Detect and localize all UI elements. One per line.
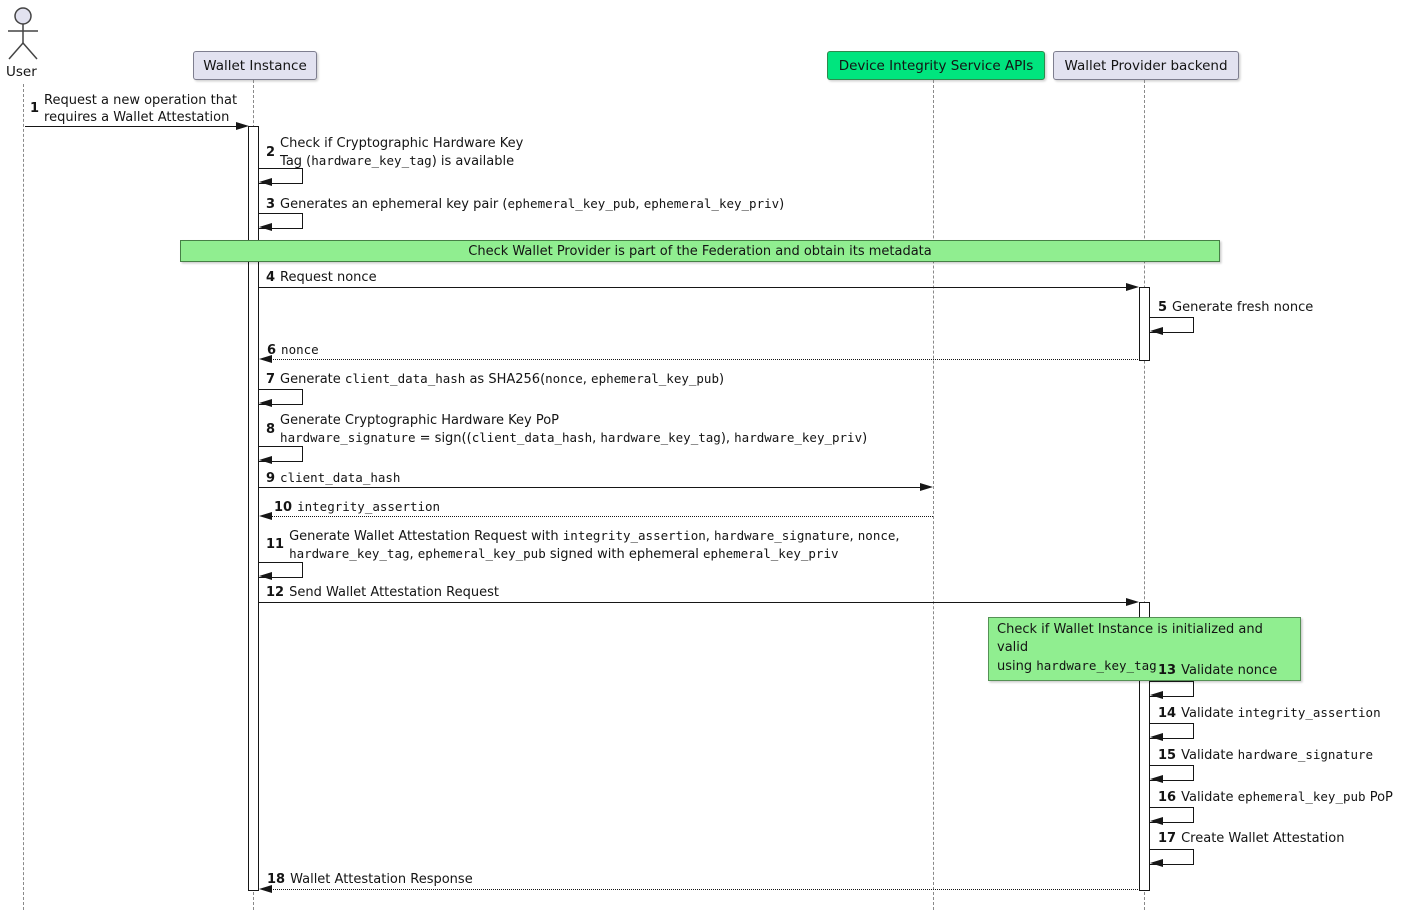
- message-number: 1: [30, 101, 40, 117]
- message-1-arrowhead: [236, 122, 249, 130]
- message-number: 2: [266, 144, 276, 160]
- message-10-label: [274, 499, 440, 517]
- message-text: Generate Cryptographic Hardware Key PoP hardware_signature = sign((client_data_hash, hardware_key_tag), hardware_key_priv): [280, 413, 868, 446]
- message-13-label: [1158, 663, 1277, 680]
- message-18-label: [267, 872, 473, 889]
- message-4-label: [266, 270, 377, 287]
- message-11-arrowhead: [259, 572, 272, 580]
- message-number: 10: [274, 499, 293, 515]
- message-16-label: [1158, 789, 1393, 807]
- activation-bar-wallet-provider-1: [1139, 287, 1150, 361]
- message-10-arrowhead: [259, 512, 272, 520]
- message-12-arrowhead: [1126, 598, 1139, 606]
- message-number: 14: [1158, 705, 1177, 721]
- message-text: Validate hardware_signature: [1181, 747, 1374, 763]
- banner-label: Check Wallet Provider is part of the Federation and obtain its metadata: [468, 243, 932, 259]
- message-9-label: [266, 470, 400, 488]
- user-actor-icon: [0, 6, 46, 62]
- message-8-arrowhead: [259, 456, 272, 464]
- message-17-label: [1158, 831, 1344, 848]
- message-text: Validate integrity_assertion: [1181, 705, 1381, 721]
- message-15-arrowhead: [1150, 775, 1163, 783]
- message-number: 11: [266, 537, 285, 553]
- message-text: Request nonce: [280, 270, 377, 285]
- message-1-label: [30, 93, 237, 127]
- message-text: Generate fresh nonce: [1172, 300, 1314, 315]
- message-9-arrowhead: [920, 483, 933, 491]
- message-6-line: [270, 359, 1140, 360]
- actor-label: User: [6, 64, 37, 80]
- message-11-label: [266, 528, 900, 564]
- message-text: Generates an ephemeral key pair (ephemeral_key_pub, ephemeral_key_priv): [280, 196, 785, 212]
- message-4-line: [259, 287, 1128, 288]
- message-number: 5: [1158, 300, 1168, 315]
- message-text: nonce: [281, 342, 319, 357]
- participant-label: Device Integrity Service APIs: [838, 57, 1034, 74]
- message-13-arrowhead: [1150, 691, 1163, 699]
- participant-wallet-provider-backend: [1053, 51, 1239, 80]
- message-text: Send Wallet Attestation Request: [289, 585, 499, 600]
- message-number: 12: [266, 585, 285, 600]
- message-text: integrity_assertion: [297, 499, 441, 514]
- message-2-label: [266, 136, 523, 171]
- message-text: Wallet Attestation Response: [290, 872, 473, 887]
- message-15-label: [1158, 747, 1373, 765]
- message-number: 18: [267, 872, 286, 887]
- message-text: Create Wallet Attestation: [1181, 831, 1345, 846]
- message-6-label: [267, 342, 319, 360]
- message-number: 4: [266, 270, 276, 285]
- message-text: client_data_hash: [280, 470, 401, 485]
- message-number: 7: [266, 371, 276, 387]
- message-number: 3: [266, 196, 276, 212]
- message-16-arrowhead: [1150, 817, 1163, 825]
- message-text: Request a new operation that requires a Wallet Attestation: [44, 93, 238, 125]
- message-number: 17: [1158, 831, 1177, 846]
- message-7-label: [266, 371, 724, 389]
- message-number: 13: [1158, 663, 1177, 678]
- message-text: Generate client_data_hash as SHA256(nonce, ephemeral_key_pub): [280, 371, 725, 387]
- message-17-arrowhead: [1150, 859, 1163, 867]
- message-number: 8: [266, 421, 276, 437]
- message-text: Generate Wallet Attestation Request with integrity_assertion, hardware_signature, nonce, hardware_key_tag, ephemeral_key_pub signed with ephemeral ephemeral_key_priv: [289, 528, 900, 562]
- lifeline-user: [23, 84, 24, 910]
- federation-check-banner: [180, 240, 1220, 262]
- message-14-label: [1158, 705, 1381, 723]
- message-8-label: [266, 413, 867, 448]
- message-3-arrowhead: [259, 223, 272, 231]
- message-2-arrowhead: [259, 178, 272, 186]
- participant-device-integrity-service: [827, 51, 1045, 80]
- participant-label: Wallet Instance: [203, 57, 307, 74]
- message-text: Check if Cryptographic Hardware Key Tag (hardware_key_tag) is available: [280, 136, 524, 169]
- message-number: 16: [1158, 789, 1177, 805]
- message-number: 15: [1158, 747, 1177, 763]
- participant-label: Wallet Provider backend: [1064, 57, 1228, 74]
- message-3-label: [266, 196, 784, 214]
- message-5-label: [1158, 300, 1313, 317]
- message-number: 6: [267, 342, 277, 358]
- participant-wallet-instance: [193, 51, 317, 80]
- lifeline-device-integrity-service: [933, 80, 934, 910]
- note-text: Check if Wallet Instance is initialized and valid using hardware_key_tag: [997, 622, 1263, 675]
- message-7-arrowhead: [259, 399, 272, 407]
- message-text: Validate nonce: [1181, 663, 1278, 678]
- message-14-arrowhead: [1150, 733, 1163, 741]
- message-12-line: [259, 602, 1128, 603]
- message-12-label: [266, 585, 499, 602]
- message-5-arrowhead: [1150, 327, 1163, 335]
- message-text: Validate ephemeral_key_pub PoP: [1181, 789, 1393, 805]
- message-number: 9: [266, 470, 276, 486]
- message-4-arrowhead: [1126, 283, 1139, 291]
- message-18-line: [270, 889, 1140, 890]
